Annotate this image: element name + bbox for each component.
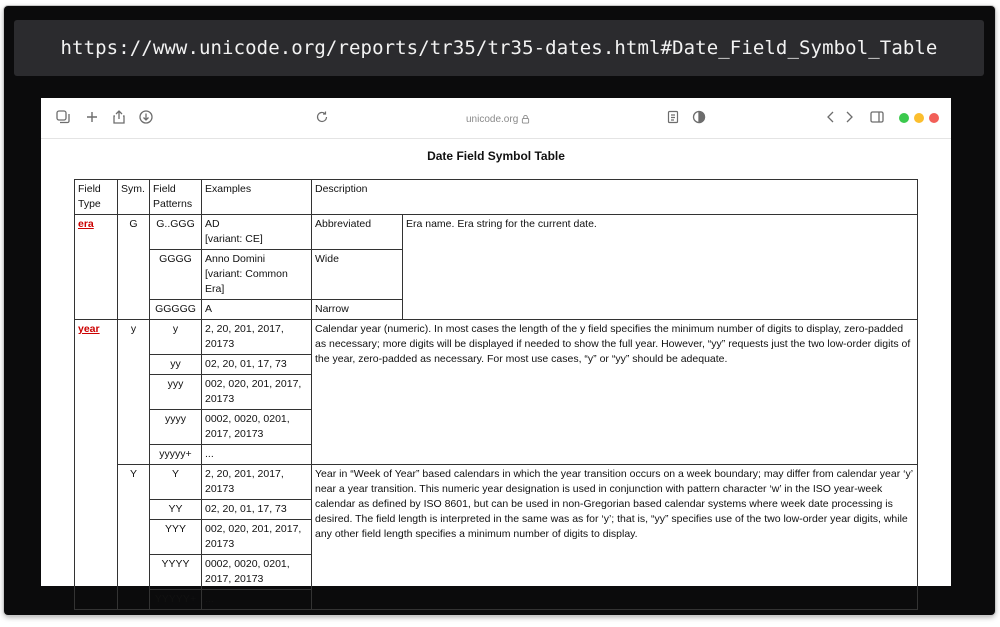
- pattern-cell: YYYYY+: [150, 590, 202, 610]
- example-cell: 002, 020, 201, 2017, 20173: [202, 520, 312, 555]
- example-cell: 0002, 0020, 0201, 2017, 20173: [202, 555, 312, 590]
- example-cell: [202, 215, 312, 250]
- close-button[interactable]: [929, 113, 939, 123]
- example-cell: A: [202, 300, 312, 320]
- sym-cell: G: [118, 215, 150, 320]
- pattern-cell: yyy: [150, 375, 202, 410]
- example-cell: 2, 20, 201, 2017, 20173: [202, 465, 312, 500]
- address-text: unicode.org: [466, 113, 519, 125]
- field-type-cell: [75, 215, 118, 320]
- example-cell: 02, 20, 01, 17, 73: [202, 500, 312, 520]
- header-examples: Examples: [202, 180, 312, 215]
- browser-window: [41, 98, 951, 605]
- width-cell: Wide: [312, 250, 403, 300]
- browser-toolbar: [41, 98, 951, 139]
- pattern-cell: YYYY: [150, 555, 202, 590]
- example-text: Anno Domini: [205, 253, 266, 265]
- sym-cell: Y: [118, 465, 150, 610]
- width-cell: Abbreviated: [312, 215, 403, 250]
- pattern-cell: Y: [150, 465, 202, 500]
- forward-icon[interactable]: [841, 109, 857, 125]
- pattern-cell: yy: [150, 355, 202, 375]
- header-description: Description: [312, 180, 918, 215]
- table-row: [75, 215, 918, 250]
- sym-cell: y: [118, 320, 150, 465]
- header-field-type: Field Type: [75, 180, 118, 215]
- example-text: AD: [205, 218, 220, 230]
- variant-text: [variant: CE]: [205, 233, 263, 245]
- pattern-cell: yyyyy+: [150, 445, 202, 465]
- description-cell: Year in “Week of Year” based calendars in which the year transition occurs on a week boundary; may differ from calendar year ‘y’ near a year transition. This numeric year designation is used in conjunction with pattern character ‘w’ in the ISO year-week calendar as defined by ISO 8601, but can be used in non-Gregorian based calendar systems where week date processing is desired. The field length is interpreted in the same was as for ‘y’; that is, “yy” specifies use of the two low-order year digits, while any other field length specifies a minimum number of digits to display.: [312, 465, 918, 610]
- reader-icon[interactable]: [665, 109, 681, 125]
- example-cell: 2, 20, 201, 2017, 20173: [202, 320, 312, 355]
- variant-text: [variant: Common Era]: [205, 268, 288, 295]
- era-link[interactable]: era: [78, 218, 94, 230]
- back-icon[interactable]: [823, 109, 839, 125]
- table-row: [75, 320, 918, 355]
- pattern-cell: GGGG: [150, 250, 202, 300]
- width-cell: Narrow: [312, 300, 403, 320]
- new-tab-icon[interactable]: [84, 109, 100, 125]
- example-cell: 0002, 0020, 0201, 2017, 20173: [202, 410, 312, 445]
- pattern-cell: YYY: [150, 520, 202, 555]
- tab-overview-icon[interactable]: [55, 109, 71, 125]
- privacy-shield-icon[interactable]: [691, 109, 707, 125]
- screenshot-frame: [4, 6, 995, 615]
- lock-icon: [521, 114, 530, 124]
- example-cell: 02, 20, 01, 17, 73: [202, 355, 312, 375]
- pattern-cell: y: [150, 320, 202, 355]
- example-cell: 002, 020, 201, 2017, 20173: [202, 375, 312, 410]
- description-cell: Calendar year (numeric). In most cases the length of the y field specifies the minimum number of digits to display, zero-padded as necessary; more digits will be displayed if needed to show the full year. However, “yy” requests just the two low-order digits of the year, zero-padded as necessary. For most use cases, “y” or “yy” should be adequate.: [312, 320, 918, 465]
- minimize-button[interactable]: [914, 113, 924, 123]
- pattern-cell: G..GGG: [150, 215, 202, 250]
- description-cell: Era name. Era string for the current date.: [403, 215, 918, 320]
- share-icon[interactable]: [111, 109, 127, 125]
- year-link[interactable]: year: [78, 323, 100, 335]
- sidebar-icon[interactable]: [869, 109, 885, 125]
- page-content: [41, 139, 951, 605]
- example-cell: [202, 250, 312, 300]
- address-bar[interactable]: [466, 112, 530, 126]
- pattern-cell: YY: [150, 500, 202, 520]
- example-cell: ...: [202, 445, 312, 465]
- page-title: Date Field Symbol Table: [427, 149, 565, 163]
- date-field-symbol-table: [74, 179, 918, 610]
- downloads-icon[interactable]: [138, 109, 154, 125]
- pattern-cell: GGGGG: [150, 300, 202, 320]
- header-sym: Sym.: [118, 180, 150, 215]
- table-row: [75, 465, 918, 500]
- maximize-button[interactable]: [899, 113, 909, 123]
- pattern-cell: yyyy: [150, 410, 202, 445]
- example-cell: ...: [202, 590, 312, 610]
- field-type-cell: [75, 320, 118, 610]
- header-field-patterns: Field Patterns: [150, 180, 202, 215]
- reload-icon[interactable]: [314, 109, 330, 125]
- table-header-row: [75, 180, 918, 215]
- url-banner: https://www.unicode.org/reports/tr35/tr35-dates.html#Date_Field_Symbol_Table: [14, 20, 984, 76]
